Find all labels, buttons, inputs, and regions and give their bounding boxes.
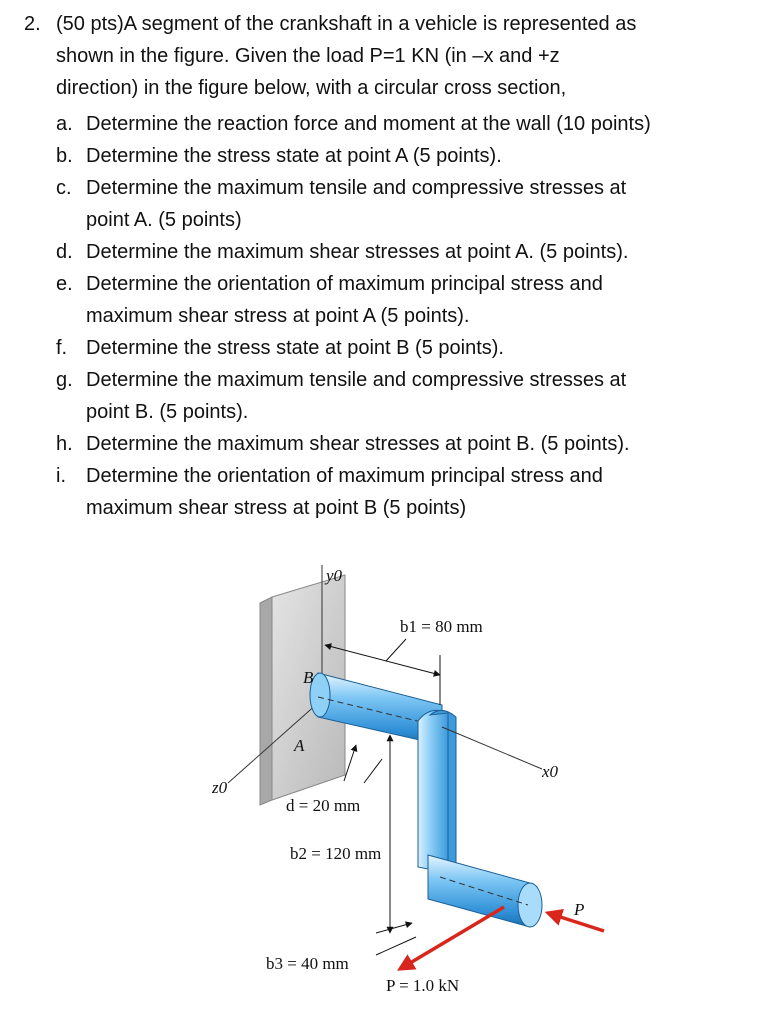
part-i <box>56 460 746 524</box>
header-line: direction) in the figure below, with a circular cross section, <box>56 77 567 99</box>
part-g <box>56 364 746 428</box>
part-text: Determine the maximum shear stresses at point B. (5 points). <box>86 433 630 455</box>
part-text: point B. (5 points). <box>86 401 249 423</box>
load-arrow-z <box>400 907 504 969</box>
load-value-label: P = 1.0 kN <box>386 976 460 995</box>
header-line: shown in the figure. Given the load P=1 KN (in –x and +z <box>56 45 560 67</box>
part-text: Determine the maximum shear stresses at point A. (5 points). <box>86 241 629 263</box>
load-arrows <box>386 900 604 995</box>
part-b <box>56 140 746 172</box>
part-d <box>56 236 746 268</box>
crankshaft-figure <box>190 555 630 1005</box>
part-e <box>56 268 746 332</box>
dimension-b3-label: b3 = 40 mm <box>266 954 349 973</box>
header-line <box>24 8 744 40</box>
part-text: Determine the orientation of maximum principal stress and <box>86 465 603 487</box>
part-text: Determine the maximum tensile and compressive stresses at <box>86 369 627 391</box>
dimension-b1-label: b1 = 80 mm <box>400 617 483 636</box>
part-letter: i. <box>56 465 66 487</box>
axis-x-label: x0 <box>542 762 559 781</box>
axis-y-label: y0 <box>326 566 343 585</box>
part-letter: a. <box>56 113 73 135</box>
header-text: (50 pts)A segment of the crankshaft in a vehicle is represented as <box>56 13 637 35</box>
crankshaft-drawing <box>190 555 630 1005</box>
dimension-b3 <box>266 923 416 973</box>
x-axis <box>442 727 559 781</box>
part-letter: c. <box>56 177 72 199</box>
load-p-label: P <box>574 900 585 919</box>
part-letter: b. <box>56 145 73 167</box>
part-text: maximum shear stress at point A (5 points). <box>86 305 470 327</box>
part-text: Determine the orientation of maximum principal stress and <box>86 273 603 295</box>
part-f <box>56 332 746 364</box>
shaft-segment-2 <box>428 855 542 927</box>
part-text: Determine the maximum tensile and compressive stresses at <box>86 177 627 199</box>
part-text: Determine the reaction force and moment at the wall (10 points) <box>86 113 651 135</box>
part-text: Determine the stress state at point A (5 points). <box>86 145 502 167</box>
point-b-label: B <box>303 668 314 687</box>
part-letter: f. <box>56 337 68 359</box>
dimension-d-label: d = 20 mm <box>286 796 361 815</box>
part-letter: h. <box>56 433 73 455</box>
problem-number: 2. <box>24 13 41 35</box>
part-h <box>56 428 746 460</box>
part-a <box>56 108 746 140</box>
part-text: maximum shear stress at point B (5 points) <box>86 497 467 519</box>
problem-header <box>24 8 744 104</box>
part-letter: d. <box>56 241 73 263</box>
part-c <box>56 172 746 236</box>
point-a-label: A <box>294 736 305 755</box>
parts-list <box>56 108 746 524</box>
axis-z-label: z0 <box>212 778 228 797</box>
part-letter: g. <box>56 369 73 391</box>
dimension-b2-label: b2 = 120 mm <box>290 844 382 863</box>
part-text: Determine the stress state at point B (5 points). <box>86 337 504 359</box>
part-letter: e. <box>56 273 73 295</box>
crank-web <box>418 710 456 877</box>
part-text: point A. (5 points) <box>86 209 242 231</box>
